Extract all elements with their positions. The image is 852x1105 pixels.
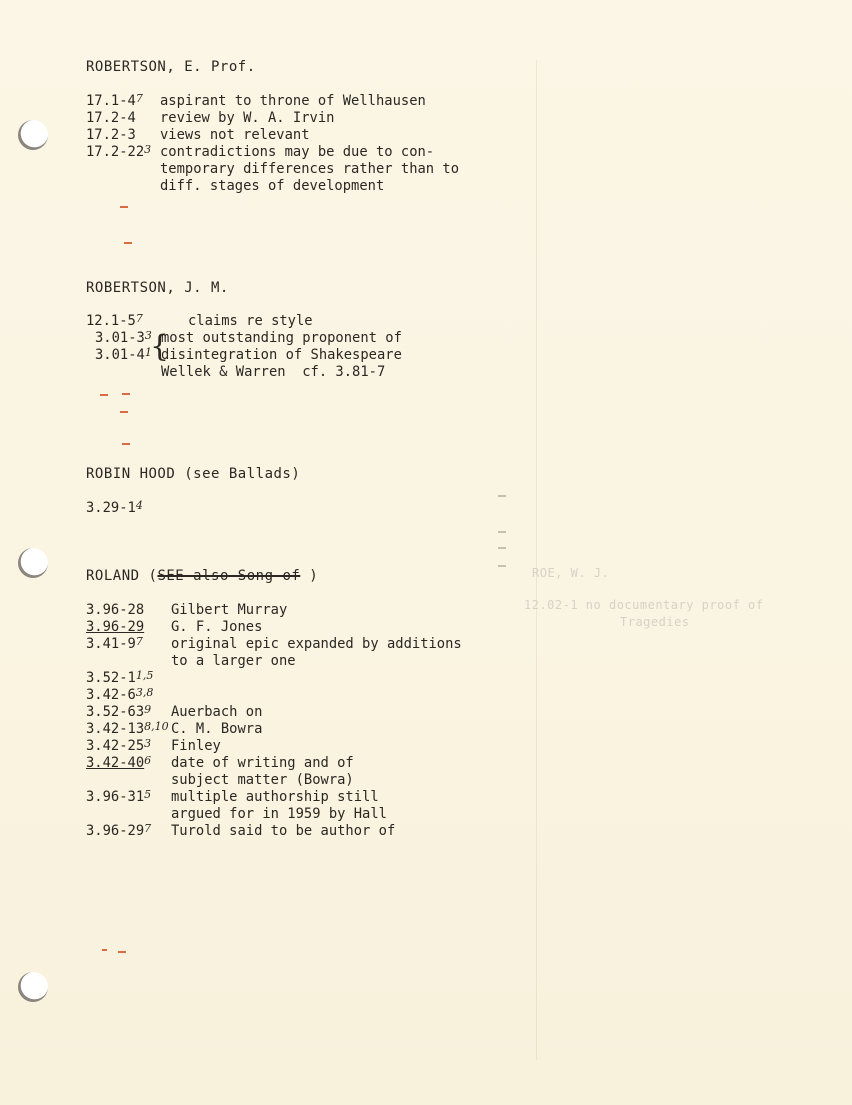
heading-text: ROLAND (: [86, 568, 158, 584]
entry-text: to a larger one: [171, 653, 296, 669]
entry-text: Finley: [171, 738, 221, 754]
entry-row: [86, 822, 396, 891]
entry-text: claims re style: [188, 313, 313, 329]
bleed-through-heading: ROE, W. J.: [532, 566, 610, 580]
entry-text: Wellek & Warren cf. 3.81-7: [161, 364, 386, 380]
binder-hole-top: [18, 120, 48, 150]
struck-text: SEE also Song of: [157, 568, 301, 584]
entry-note: 3,8: [135, 686, 154, 699]
entry-text: aspirant to throne of Wellhausen: [160, 93, 426, 109]
entry-ref: 3.42-25: [86, 738, 145, 754]
entry-ref: 3.41-9: [86, 636, 136, 652]
entry-text: multiple authorship still: [171, 789, 379, 805]
entry-ref: 3.52-63: [86, 704, 145, 720]
entry-text: temporary differences rather than to: [160, 161, 460, 177]
entry-note: 3: [144, 329, 152, 342]
bleed-through-line: 12.02-1 no documentary proof of: [524, 598, 764, 612]
entry-note: 7: [135, 312, 143, 325]
entry-text: contradictions may be due to con-: [160, 144, 435, 160]
binder-hole-bottom: [18, 972, 48, 1002]
entry-text: disintegration of Shakespeare: [161, 347, 402, 363]
entry-ref: 17.2-22: [86, 144, 145, 160]
tab-mark: [498, 531, 506, 533]
entry-note: 8,10: [144, 720, 169, 733]
entry-ref: 3.42-6: [86, 687, 136, 703]
entry-note: 6: [144, 754, 152, 767]
entry-note: 4: [135, 499, 143, 512]
entry-text: original epic expanded by additions: [171, 636, 462, 652]
entry-ref: 3.96-31: [86, 789, 145, 805]
entry-ref: 3.96-28: [86, 602, 145, 618]
entry-row: [86, 364, 386, 415]
tab-mark: [102, 949, 107, 951]
entry-ref: 3.96-29: [86, 823, 145, 839]
entry-row: [86, 499, 143, 551]
entry-note: 7: [144, 822, 152, 835]
tab-mark: [120, 206, 128, 208]
entry-row: [86, 178, 385, 229]
entry-ref: 17.1-4: [86, 93, 136, 109]
entry-text: Turold said to be author of: [171, 823, 396, 839]
entry-ref: 17.2-3: [86, 127, 136, 143]
entry-note: 5: [144, 788, 152, 801]
entry-note: 1: [144, 346, 152, 359]
entry-text: Gilbert Murray: [171, 602, 288, 618]
tab-mark: [498, 495, 506, 497]
entry-text: review by W. A. Irvin: [160, 110, 335, 126]
entry-note: 3: [144, 143, 152, 156]
entry-note: 7: [135, 92, 143, 105]
entry-text: views not relevant: [160, 127, 310, 143]
page-fold-line: [536, 60, 537, 1060]
handwritten-brace: {: [150, 329, 170, 364]
entry-text: argued for in 1959 by Hall: [171, 806, 387, 822]
entry-text: G. F. Jones: [171, 619, 263, 635]
tab-mark: [498, 547, 506, 549]
section-heading-robertson-jm: ROBERTSON, J. M.: [86, 280, 229, 296]
entry-ref: 3.01-3: [95, 330, 145, 346]
entry-text: date of writing and of: [171, 755, 354, 771]
tab-mark: [118, 951, 126, 953]
entry-ref: 3.52-1: [86, 670, 136, 686]
entry-text: C. M. Bowra: [171, 721, 263, 737]
heading-close: ): [300, 568, 319, 584]
entry-ref: 17.2-4: [86, 110, 136, 126]
entry-note: 9: [144, 703, 152, 716]
entry-note: 3: [144, 737, 152, 750]
entry-ref: 3.96-29: [86, 619, 145, 635]
entry-ref: 3.01-4: [95, 347, 145, 363]
section-heading-robin-hood: ROBIN HOOD (see Ballads): [86, 466, 301, 482]
binder-hole-middle: [18, 548, 48, 578]
entry-ref: 12.1-5: [86, 313, 136, 329]
entry-text: most outstanding proponent of: [161, 330, 402, 346]
entry-text: diff. stages of development: [160, 178, 385, 194]
bleed-through-line: Tragedies: [620, 615, 690, 629]
entry-ref: 3.42-13: [86, 721, 145, 737]
section-heading-roland: [86, 568, 318, 585]
section-heading-robertson-e: ROBERTSON, E. Prof.: [86, 59, 256, 75]
tab-mark: [124, 242, 132, 244]
tab-mark: [498, 565, 506, 567]
entry-ref: 3.42-40: [86, 755, 145, 771]
entry-text: subject matter (Bowra): [171, 772, 354, 788]
entry-note: 7: [135, 635, 143, 648]
entry-ref: 3.29-1: [86, 500, 136, 516]
entry-text: Auerbach on: [171, 704, 263, 720]
entry-note: 1,5: [135, 669, 154, 682]
tab-mark: [122, 443, 130, 445]
